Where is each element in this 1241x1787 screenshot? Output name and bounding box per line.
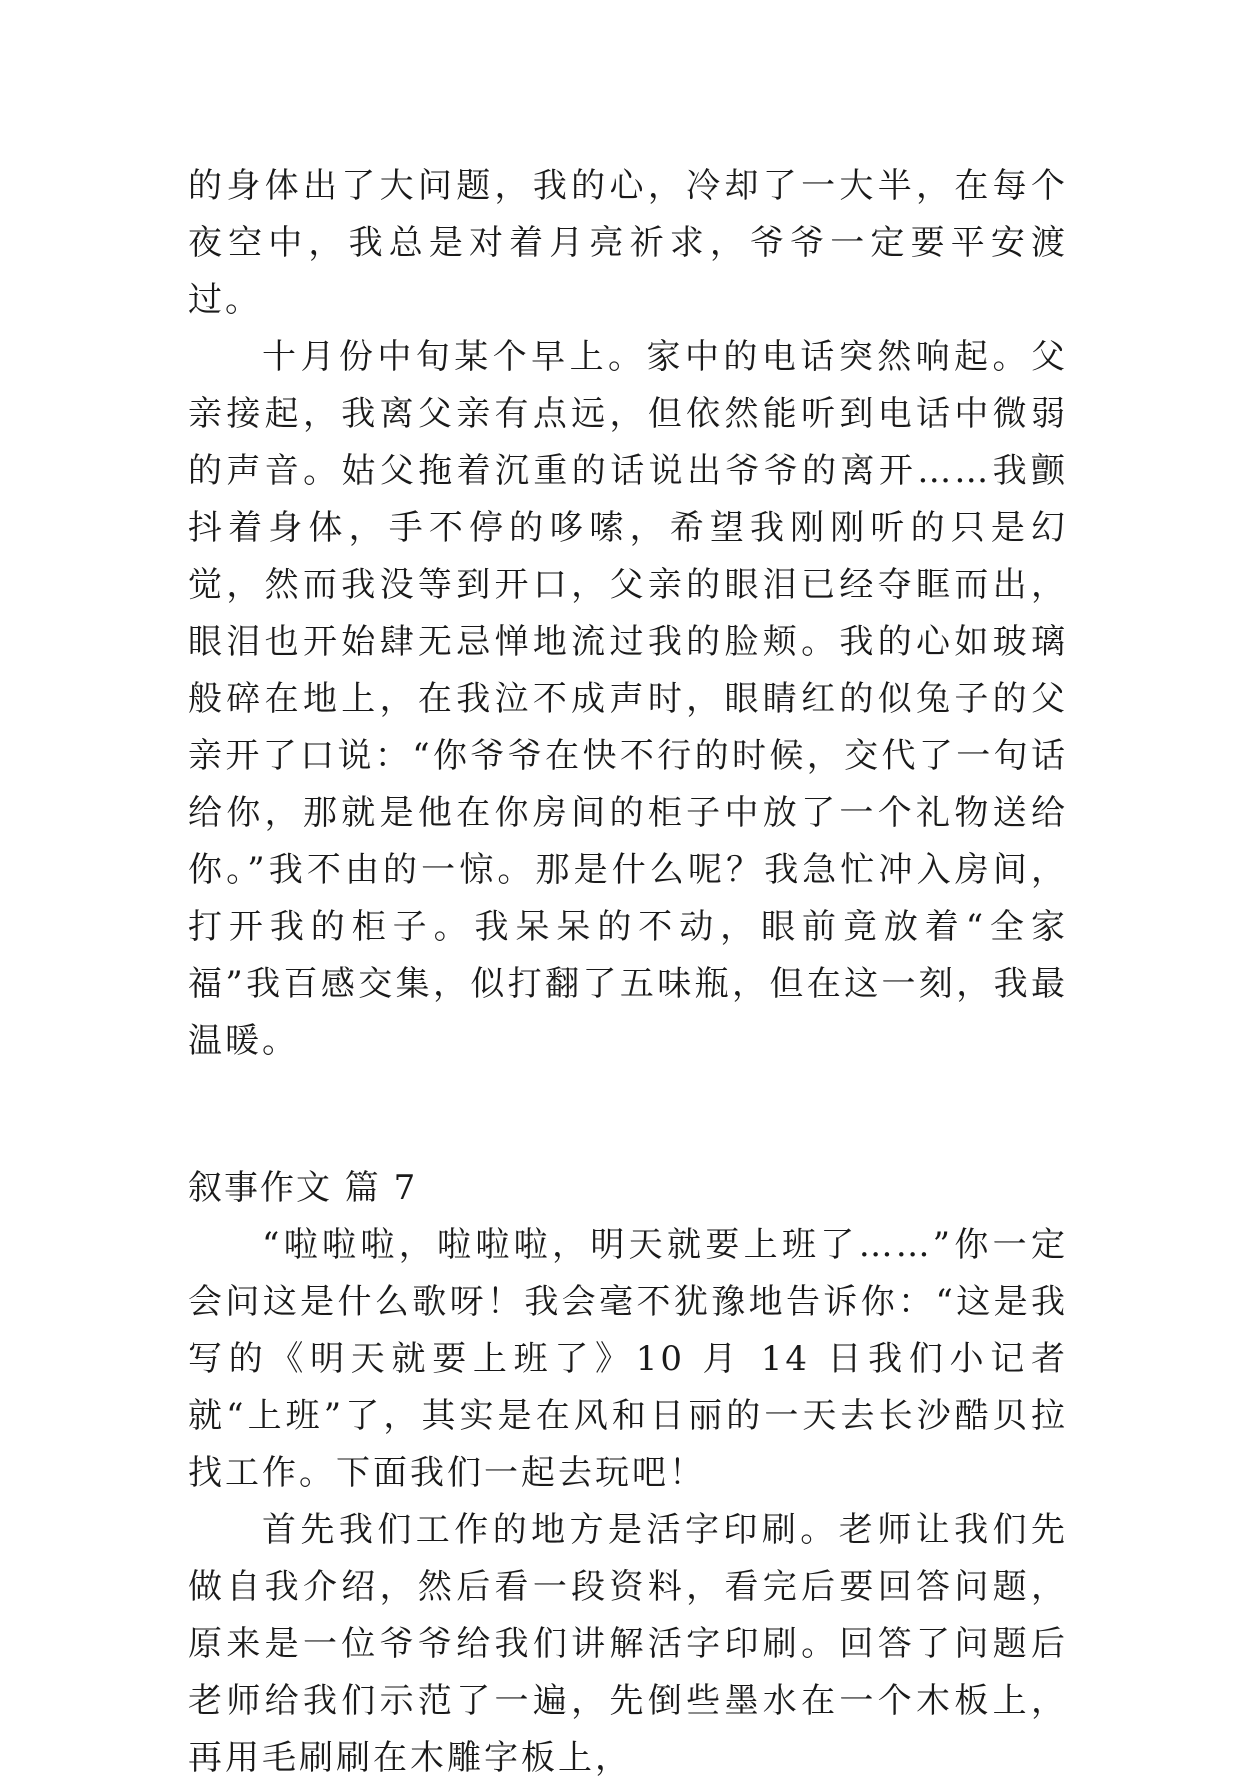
section-title: 叙事作文 篇 7 xyxy=(188,1168,418,1208)
paragraph-continuation: 的身体出了大问题，我的心，冷却了一大半，在每个夜空中，我总是对着月亮祈求，爷爷一定要平安渡过。 xyxy=(188,166,1068,320)
paragraph-song: “啦啦啦，啦啦啦，明天就要上班了……”你一定会问这是什么歌呀！我会毫不犹豫地告诉你：“这是我写的《明天就要上班了》10 月 14 日我们小记者就“上班”了，其实是在风和日丽的一天去长沙酷贝拉找工作。下面我们一起去玩吧！ xyxy=(188,1225,1068,1493)
document-body xyxy=(188,158,1068,1787)
paragraph-printing: 首先我们工作的地方是活字印刷。老师让我们先做自我介绍，然后看一段资料，看完后要回答问题，原来是一位爷爷给我们讲解活字印刷。回答了问题后老师给我们示范了一遍，先倒些墨水在一个木板上，再用毛刷刷在木雕字板上， xyxy=(188,1510,1068,1778)
paragraph-phone-call: 十月份中旬某个早上。家中的电话突然响起。父亲接起，我离父亲有点远，但依然能听到电话中微弱的声音。姑父拖着沉重的话说出爷爷的离开……我颤抖着身体，手不停的哆嗦，希望我刚刚听的只是幻觉，然而我没等到开口，父亲的眼泪已经夺眶而出，眼泪也开始肆无忌惮地流过我的脸颊。我的心如玻璃般碎在地上，在我泣不成声时，眼睛红的似兔子的父亲开了口说：“你爷爷在快不行的时候，交代了一句话给你，那就是他在你房间的柜子中放了一个礼物送给你。”我不由的一惊。那是什么呢？我急忙冲入房间，打开我的柜子。我呆呆的不动，眼前竟放着“全家福”我百感交集，似打翻了五味瓶，但在这一刻，我最温暖。 xyxy=(188,337,1068,1061)
